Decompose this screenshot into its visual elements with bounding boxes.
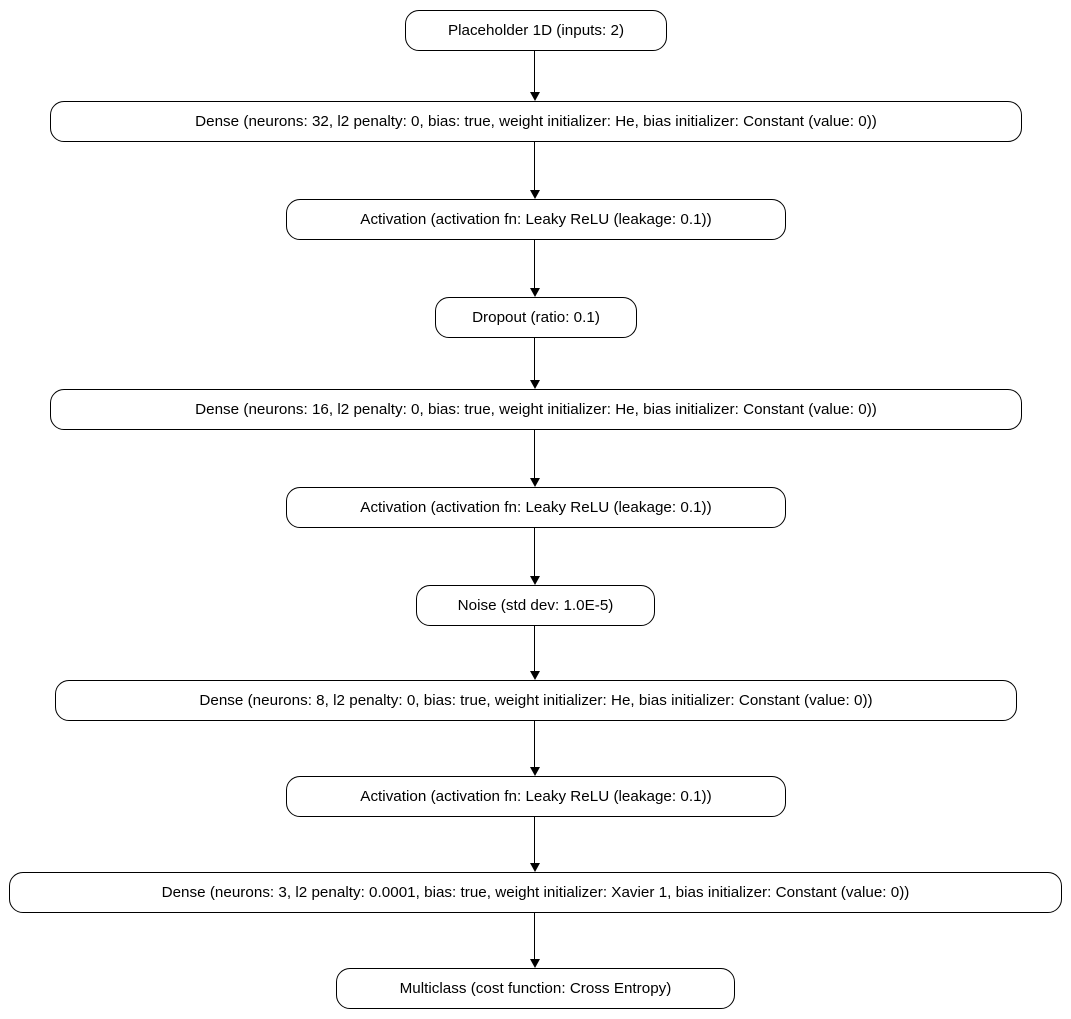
arrowhead-icon: [530, 576, 540, 585]
arrowhead-icon: [530, 478, 540, 487]
node-dense3[interactable]: Dense (neurons: 3, l2 penalty: 0.0001, bias: true, weight initializer: Xavier 1, bias initializer: Constant (value: 0)): [9, 872, 1062, 913]
arrowhead-icon: [530, 92, 540, 101]
edge-activation2-to-noise: [534, 528, 535, 576]
arrowhead-icon: [530, 863, 540, 872]
edge-dropout-to-dense16: [534, 338, 535, 380]
node-activation3[interactable]: Activation (activation fn: Leaky ReLU (leakage: 0.1)): [286, 776, 786, 817]
node-dense8[interactable]: Dense (neurons: 8, l2 penalty: 0, bias: true, weight initializer: He, bias initializer: Constant (value: 0)): [55, 680, 1017, 721]
edge-activation1-to-dropout: [534, 240, 535, 288]
node-dense16[interactable]: Dense (neurons: 16, l2 penalty: 0, bias: true, weight initializer: He, bias initializer: Constant (value: 0)): [50, 389, 1022, 430]
edge-dense32-to-activation1: [534, 142, 535, 190]
arrowhead-icon: [530, 959, 540, 968]
node-activation2[interactable]: Activation (activation fn: Leaky ReLU (leakage: 0.1)): [286, 487, 786, 528]
arrowhead-icon: [530, 190, 540, 199]
node-dense32[interactable]: Dense (neurons: 32, l2 penalty: 0, bias: true, weight initializer: He, bias initializer: Constant (value: 0)): [50, 101, 1022, 142]
node-noise[interactable]: Noise (std dev: 1.0E-5): [416, 585, 655, 626]
arrowhead-icon: [530, 380, 540, 389]
arrowhead-icon: [530, 288, 540, 297]
node-placeholder[interactable]: Placeholder 1D (inputs: 2): [405, 10, 667, 51]
edge-dense3-to-multiclass: [534, 913, 535, 959]
node-activation1[interactable]: Activation (activation fn: Leaky ReLU (leakage: 0.1)): [286, 199, 786, 240]
edge-activation3-to-dense3: [534, 817, 535, 863]
edge-noise-to-dense8: [534, 626, 535, 671]
node-dropout[interactable]: Dropout (ratio: 0.1): [435, 297, 637, 338]
edge-placeholder-to-dense32: [534, 51, 535, 92]
arrowhead-icon: [530, 671, 540, 680]
arrowhead-icon: [530, 767, 540, 776]
node-multiclass[interactable]: Multiclass (cost function: Cross Entropy): [336, 968, 735, 1009]
edge-dense16-to-activation2: [534, 430, 535, 478]
edge-dense8-to-activation3: [534, 721, 535, 767]
